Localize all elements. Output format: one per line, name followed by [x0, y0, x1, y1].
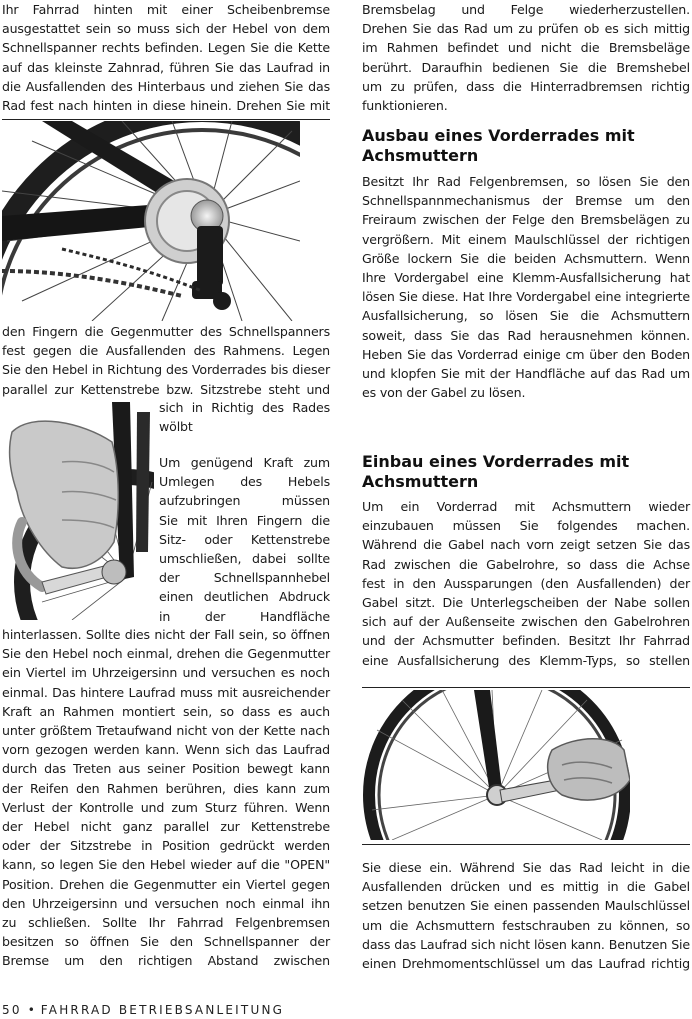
text-line: um zu prüfen, dass die Hinterradbremsen richtig	[362, 78, 690, 94]
text-line: im Rahmen befindet und nicht die Bremsbeläge	[362, 40, 690, 56]
text-line: Sie den Hebel in Richtung des Vorderrades bis dieser	[2, 362, 330, 378]
text-line: unter größtem Tretaufwand nicht von der Kette nach	[2, 723, 330, 738]
text-line: Sie diese ein. Während Sie das Rad leicht in die	[362, 860, 690, 875]
text-line: Schnellspannmechanismus der Bremse um den	[362, 193, 690, 209]
text-line: und der Achsmutter befinden. Besitzt Ihr Fahrrad	[362, 633, 690, 649]
photo-top-rule-right	[362, 687, 690, 688]
text-line: Ihr Fahrrad hinten mit einer Scheibenbremse	[2, 2, 330, 17]
text-line: um die Achsmuttern festschrauben zu können, so	[362, 917, 690, 933]
text-line: Um ein Vorderrad mit Achsmuttern wieder	[362, 499, 690, 514]
text-line: Gabel sitzt. Die Unterlegscheiben der Nabe sollen	[362, 595, 690, 610]
text-line: Freiraum zwischen der Felge den Bremsbelägen zu	[362, 212, 690, 228]
text-line: der Hebel nicht ganz parallel zur Kettenstrebe	[2, 819, 330, 834]
text-line: Schnellspanner rechts befinden. Legen Sie die Kette	[2, 40, 330, 56]
hand-lever-photo	[2, 402, 154, 620]
text-line: hinterlassen. Sollte dies nicht der Fall sein, so öffnen	[2, 627, 330, 642]
text-line: Ausfallsicherung, so lösen Sie die Achsmuttern	[362, 308, 690, 324]
text-line: einen Drehmomentschlüssel um das Laufrad richtig	[362, 956, 690, 971]
text-line: einen deutlichen Abdruck	[159, 589, 330, 605]
text-line: es von der Gabel zu lösen.	[362, 385, 526, 401]
text-line: kann, so legen Sie den Hebel wieder auf die "OPEN"	[2, 857, 330, 873]
text-line: Ausfallenden drücken und es mittig in die Gabel	[362, 879, 690, 895]
text-line: funktionieren.	[362, 98, 448, 113]
text-line: einmal. Das hintere Laufrad muss mit ausreichender	[2, 684, 330, 700]
text-line: Umlegen des Hebels	[159, 474, 330, 490]
text-line: den Uhrzeigersinn und versuchen noch einmal ihn	[2, 895, 330, 911]
rear-wheel-photo	[2, 121, 300, 321]
text-line: Sie den Hebel noch einmal, drehen die Gegenmutter	[2, 646, 330, 662]
text-line: aufzubringen müssen	[159, 493, 330, 509]
text-line: Sie mit Ihren Fingern die	[159, 512, 330, 528]
text-line: Bremsbelag und Felge wiederherzustellen.	[362, 2, 690, 17]
text-line: oder der Sitzstrebe in Position gedrückt werden	[2, 838, 330, 854]
footer-title: FAHRRAD BETRIEBSANLEITUNG	[40, 1003, 285, 1017]
heading-front-wheel-install: Einbau eines Vorderrades mit Achsmuttern	[362, 452, 630, 491]
text-line: Drehen Sie das Rad um zu prüfen ob es sich mittig	[362, 21, 690, 37]
text-line: Rad zwischen die Gabelrohre, so dass die Achse	[362, 556, 690, 572]
text-line: Rad fest nach hinten in diese hinein. Drehen Sie mit	[2, 98, 330, 113]
text-line: soweit, dass Sie das Rad herausnehmen können.	[362, 327, 690, 343]
text-line: dass das Laufrad sich nicht lösen kann. Benutzen Sie	[362, 936, 690, 952]
text-line: und klopfen Sie mit der Handfläche auf das Rad um	[362, 366, 690, 381]
photo-bottom-rule-right	[362, 844, 690, 845]
text-line: der Reifen den Rahmen berühren, dies kann zum	[2, 780, 330, 796]
text-line: der Schnellspannhebel	[159, 570, 330, 586]
footer-separator: •	[27, 1003, 35, 1017]
text-line: Kraft an Rahmen montiert sein, so dass es auch	[2, 703, 330, 719]
page-number: 50	[2, 1003, 22, 1017]
heading-front-wheel-removal: Ausbau eines Vorderrades mit Achsmuttern	[362, 126, 635, 165]
text-line: fest gegen die Ausfallenden des Rahmens. Legen	[2, 343, 330, 359]
text-line: die Ausfallenden des Hinterbaus und ziehen Sie das	[2, 78, 330, 94]
text-line: eine Ausfallsicherung des Klemm-Typs, so stellen	[362, 652, 690, 668]
text-line: ein Viertel im Uhrzeigersinn und versuchen es noch	[2, 665, 330, 681]
text-line: wölbt	[159, 419, 193, 435]
text-line: sich in Richtig des Rades	[159, 400, 330, 415]
text-line: besitzen so öffnen Sie den Schnellspanner der	[2, 934, 330, 950]
text-line: ausgestattet sein so muss sich der Hebel von dem	[2, 21, 330, 37]
text-line: berührt. Daraufhin bedienen Sie die Bremshebel	[362, 59, 690, 75]
text-line: fest in den Aussparungen (den Ausfallenden) der	[362, 575, 690, 591]
text-line: zu schließen. Sollte Ihr Fahrrad Felgenbremsen	[2, 915, 330, 930]
photo-top-rule	[2, 119, 330, 120]
page-footer	[2, 1003, 284, 1017]
text-line: vergrößern. Mit einem Maulschlüssel der richtigen	[362, 231, 690, 247]
front-wheel-wrench-photo	[362, 690, 630, 840]
text-line: Heben Sie das Vorderrad einige cm über den Boden	[362, 346, 690, 362]
text-line: sich auf der Außenseite zwischen den Gabelrohren	[362, 614, 690, 630]
text-line: Sitz- oder Kettenstrebe	[159, 531, 330, 547]
text-line: lösen Sie diese. Hat Ihre Vordergabel eine integrierte	[362, 289, 690, 305]
text-line: Bremse um den richtigen Abstand zwischen	[2, 953, 330, 969]
text-line: in der Handfläche	[159, 608, 330, 624]
text-line: Verlust der Kontrolle und zum Sturz führen. Wenn	[2, 799, 330, 815]
text-line: den Fingern die Gegenmutter des Schnellspanners	[2, 324, 330, 339]
text-line: umschließen, dabei sollte	[159, 551, 330, 566]
text-line: Position. Drehen die Gegenmutter ein Viertel gegen	[2, 876, 330, 892]
text-line: einzubauen müssen Sie folgendes machen.	[362, 518, 690, 534]
text-line: vorn gezogen werden kann. Wenn sich das Laufrad	[2, 742, 330, 758]
text-line: parallel zur Kettenstrebe bzw. Sitzstrebe steht und	[2, 381, 330, 397]
text-line: Um genügend Kraft zum	[159, 455, 330, 470]
text-line: auf das kleinste Zahnrad, führen Sie das Laufrad in	[2, 59, 330, 75]
text-line: Während die Gabel nach vorn zeigt setzen Sie das	[362, 537, 690, 553]
text-line: Ihre Vordergabel eine Klemm-Ausfallsicherung hat	[362, 270, 690, 285]
text-line: durch das Treten aus seiner Position bewegt kann	[2, 761, 330, 777]
text-line: Größe lockern Sie die beiden Achsmuttern. Wenn	[362, 250, 690, 266]
text-line: setzen benutzen Sie einen passenden Maulschlüssel	[362, 898, 690, 914]
text-line: Besitzt Ihr Rad Felgenbremsen, so lösen Sie den	[362, 174, 690, 189]
